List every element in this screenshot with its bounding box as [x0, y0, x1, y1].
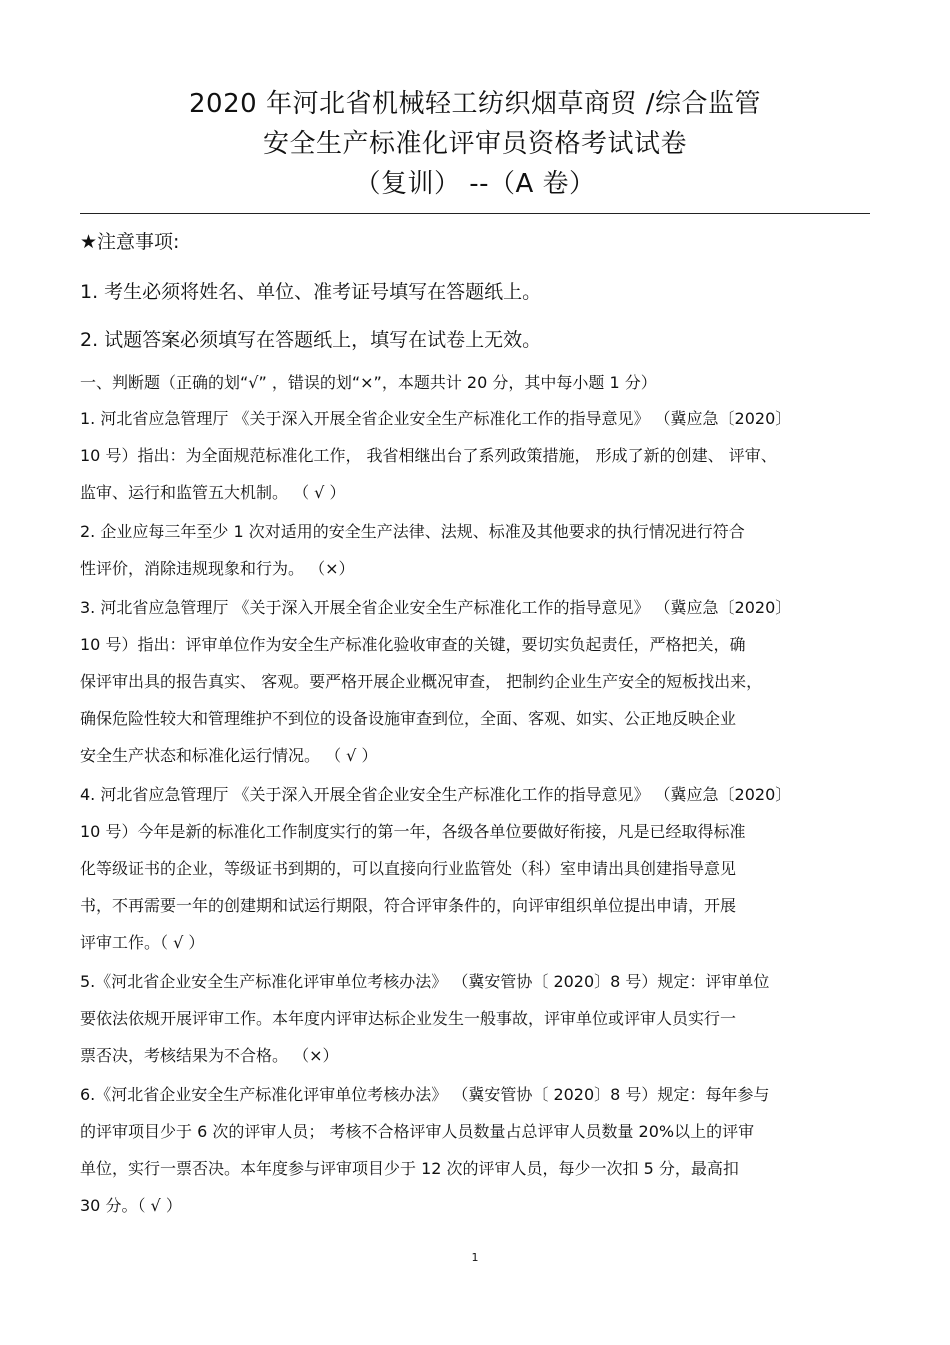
title-line-2: 安全生产标准化评审员资格考试试卷 — [262, 129, 687, 159]
question-text-line: 票否决，考核结果为不合格。 （×） — [80, 1046, 339, 1065]
title-line-1: 2020 年河北省机械轻工纺织烟草商贸 /综合监管 — [189, 89, 761, 119]
question-text-line: 书，不再需要一年的创建期和试运行期限，符合评审条件的，向评审组织单位提出申请，开展 — [80, 896, 737, 915]
notice-heading: ★注意事项: — [80, 231, 180, 253]
question-text-line: 30 分。（ √ ） — [80, 1196, 182, 1215]
question-text-line: 6.《河北省企业安全生产标准化评审单位考核办法》 （冀安管协〔 2020〕8 号）规定：每年参与 — [80, 1085, 770, 1104]
exam-title — [80, 84, 870, 204]
question-text-line: 确保危险性较大和管理维护不到位的设备设施审查到位，全面、客观、如实、公正地反映企业 — [80, 709, 737, 728]
question-text-line: 2. 企业应每三年至少 1 次对适用的安全生产法律、法规、标准及其他要求的执行情况进行符合 — [80, 522, 745, 541]
title-line-3: （复训） --（A 卷） — [354, 169, 596, 199]
question-text-line: 保评审出具的报告真实、 客观。要严格开展企业概况审查， 把制约企业生产安全的短板找出来， — [80, 672, 763, 691]
notice-item: 2. 试题答案必须填写在答题纸上，填写在试卷上无效。 — [80, 329, 542, 351]
question-text-line: 监审、运行和监管五大机制。 （ √ ） — [80, 483, 346, 502]
question-text-line: 的评审项目少于 6 次的评审人员； 考核不合格评审人员数量占总评审人员数量 20%以上的评审 — [80, 1122, 755, 1141]
header-divider — [80, 213, 870, 214]
question-text-line: 5.《河北省企业安全生产标准化评审单位考核办法》 （冀安管协〔 2020〕8 号）规定：评审单位 — [80, 972, 770, 991]
question-text-line: 安全生产状态和标准化运行情况。 （ √ ） — [80, 746, 378, 765]
page-number: 1 — [471, 1251, 479, 1264]
question-text-line: 性评价，消除违规现象和行为。 （×） — [80, 559, 355, 578]
notice-item: 1. 考生必须将姓名、单位、准考证号填写在答题纸上。 — [80, 281, 542, 303]
question-text-line: 4. 河北省应急管理厅 《关于深入开展全省企业安全生产标准化工作的指导意见》 （冀应急〔2020〕 — [80, 785, 792, 804]
section-title-judgement: 一、判断题（正确的划“√” ，错误的划“×”，本题共计 20 分，其中每小题 1 分） — [80, 373, 657, 392]
question-text-line: 1. 河北省应急管理厅 《关于深入开展全省企业安全生产标准化工作的指导意见》 （冀应急〔2020〕 — [80, 409, 792, 428]
question-text-line: 单位，实行一票否决。本年度参与评审项目少于 12 次的评审人员，每少一次扣 5 分，最高扣 — [80, 1159, 739, 1178]
question-text-line: 10 号）指出：评审单位作为安全生产标准化验收审查的关键，要切实负起责任，严格把关，确 — [80, 635, 746, 654]
question-text-line: 10 号）指出：为全面规范标准化工作， 我省相继出台了系列政策措施， 形成了新的创建、 评审、 — [80, 446, 777, 465]
question-text-line: 化等级证书的企业，等级证书到期的，可以直接向行业监管处（科）室申请出具创建指导意见 — [80, 859, 737, 878]
question-text-line: 要依法依规开展评审工作。本年度内评审达标企业发生一般事故，评审单位或评审人员实行一 — [80, 1009, 737, 1028]
question-text-line: 10 号）今年是新的标准化工作制度实行的第一年，各级各单位要做好衔接，凡是已经取得标准 — [80, 822, 746, 841]
question-text-line: 评审工作。（ √ ） — [80, 933, 205, 952]
question-text-line: 3. 河北省应急管理厅 《关于深入开展全省企业安全生产标准化工作的指导意见》 （冀应急〔2020〕 — [80, 598, 792, 617]
